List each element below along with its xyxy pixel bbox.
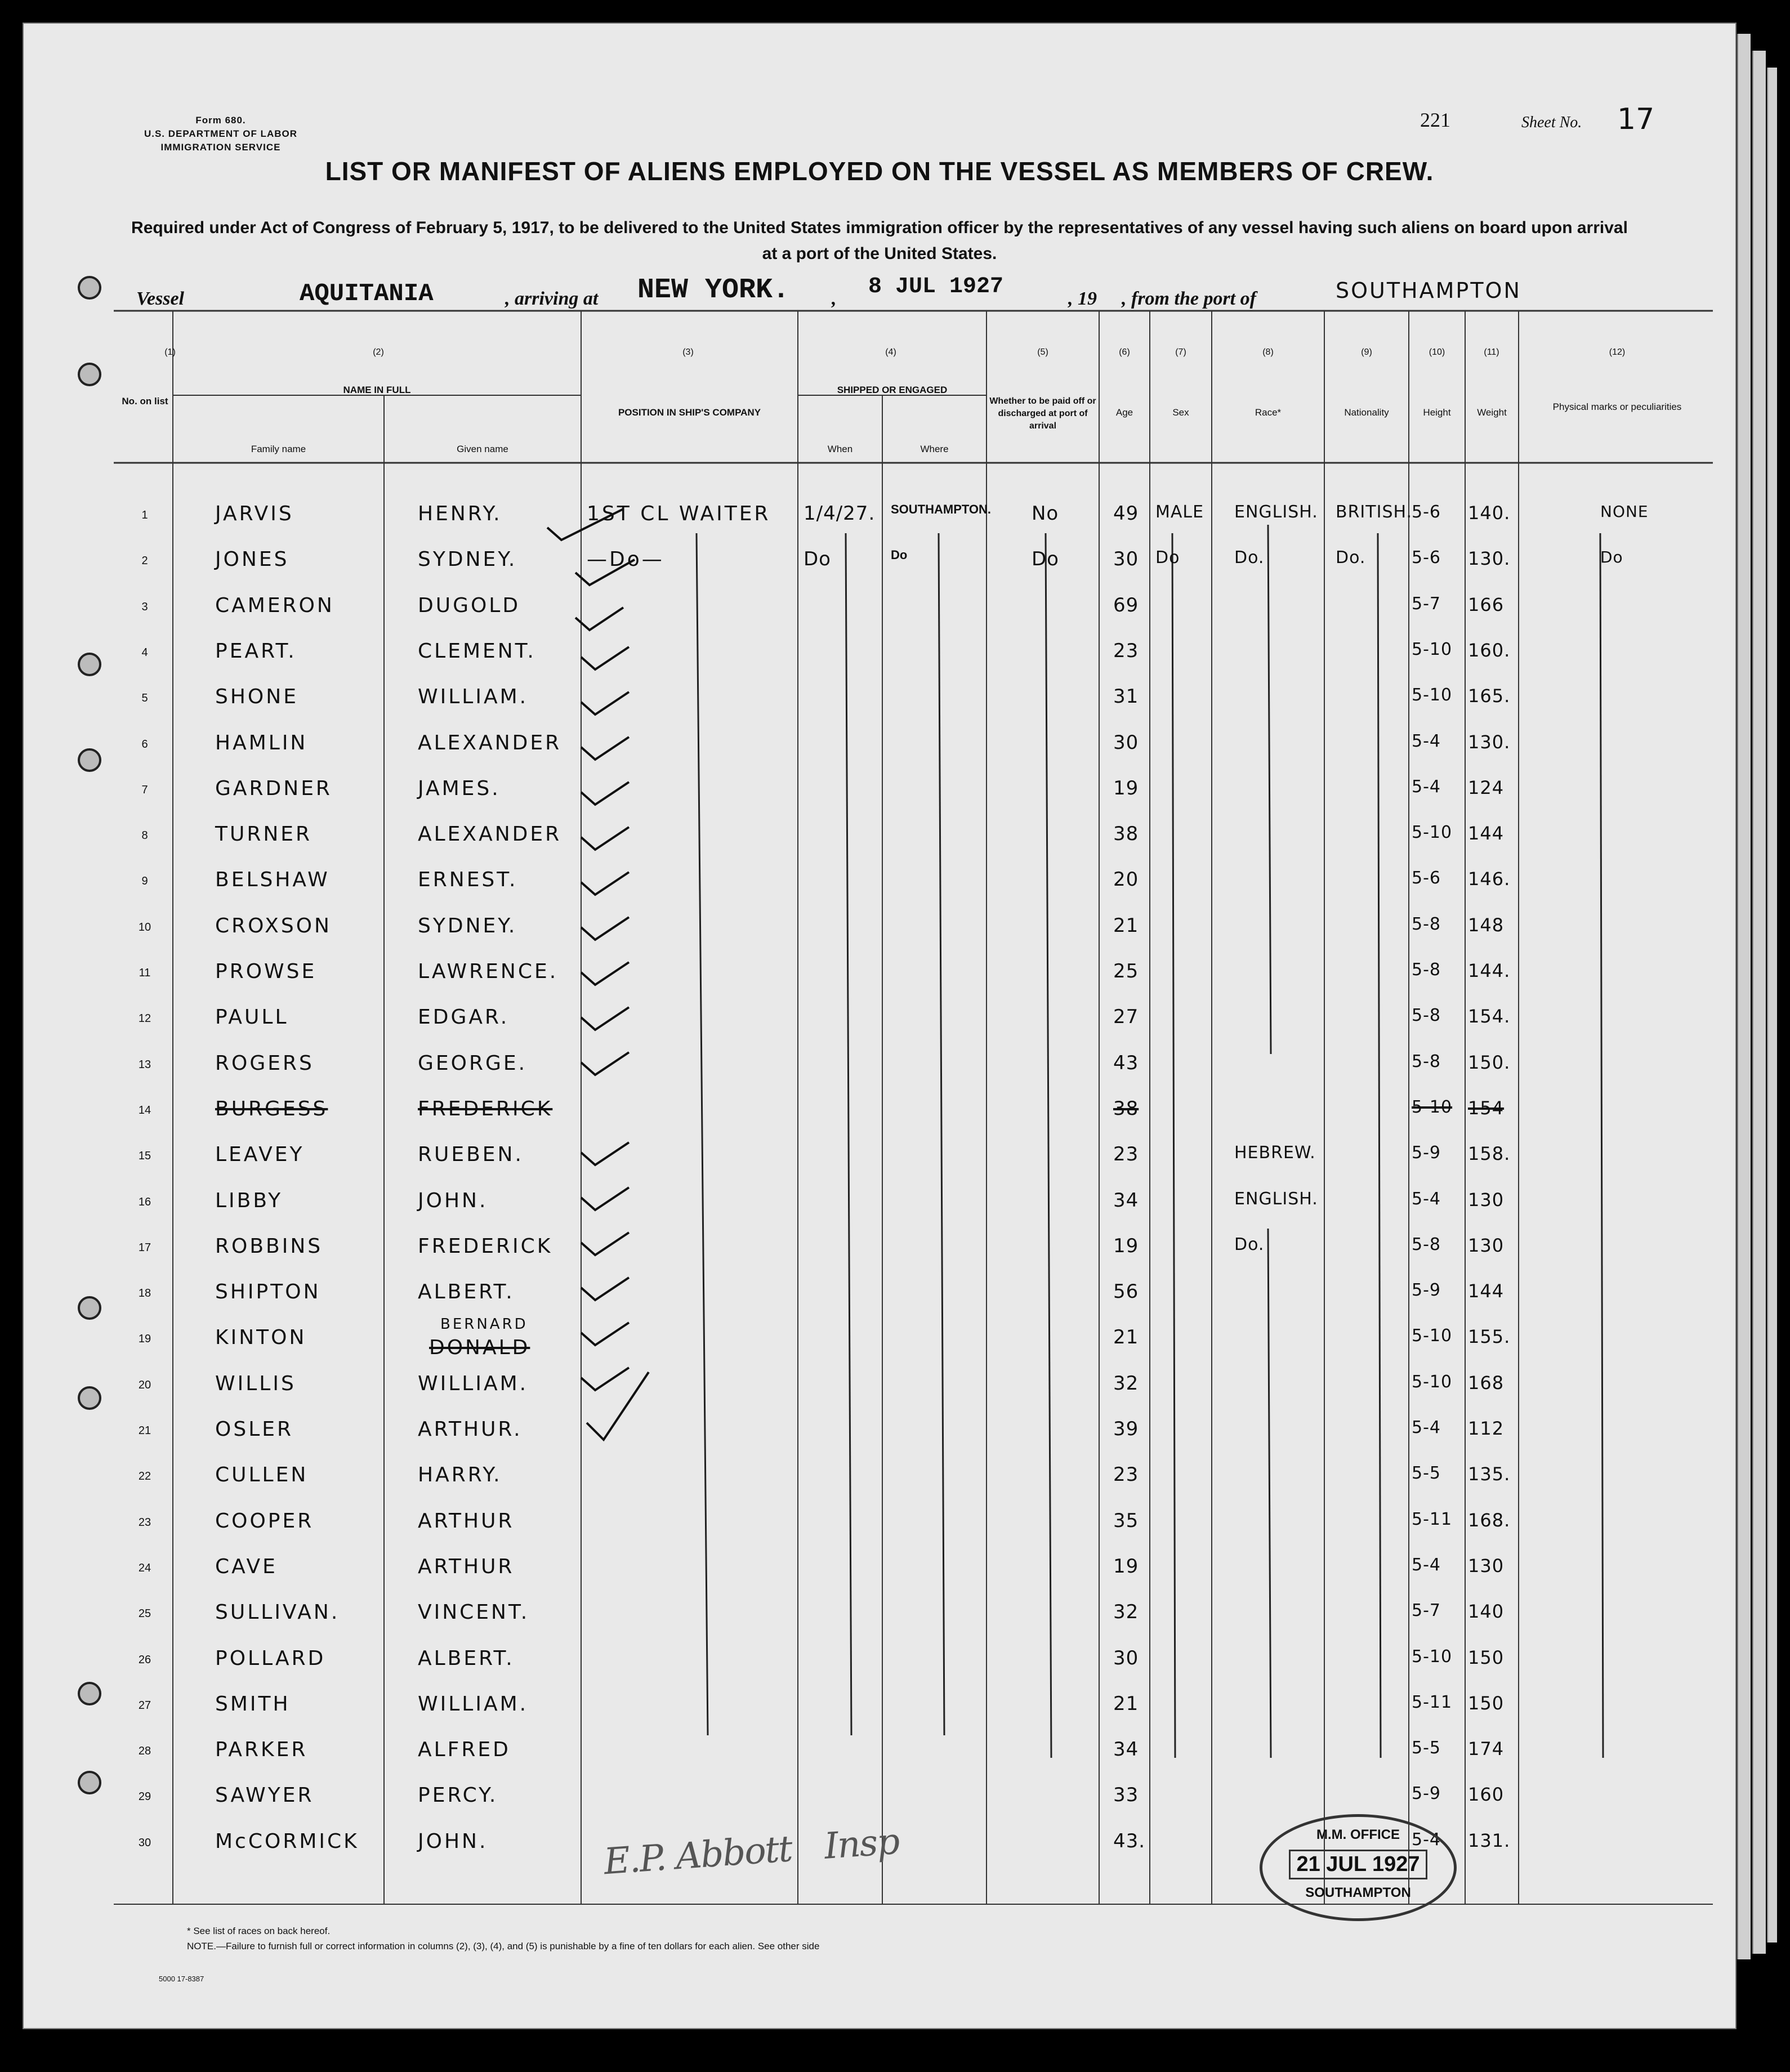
cell-weight: 130 (1468, 1555, 1505, 1577)
cell-age: 31 (1113, 685, 1139, 708)
cell-age: 34 (1113, 1738, 1139, 1761)
arriving-label: , arriving at (505, 288, 599, 309)
row-number: 8 (141, 829, 148, 842)
cell-age: 30 (1113, 1646, 1139, 1669)
sheet-label: Sheet No. (1521, 114, 1582, 131)
header-name-in-full: NAME IN FULL (343, 385, 411, 395)
cell-family: CAVE (215, 1555, 278, 1578)
stamp-bottom: SOUTHAMPTON (1305, 1885, 1411, 1900)
cell-weight: 148 (1468, 914, 1505, 936)
cell-weight: 154. (1468, 1006, 1511, 1028)
cell-age: 33 (1113, 1784, 1139, 1807)
cell-age: 69 (1113, 593, 1139, 617)
footer-print-code: 5000 17-8387 (159, 1975, 204, 1983)
cell-where: Do (891, 548, 908, 562)
cell-weight: 174 (1468, 1738, 1505, 1760)
cell-marks: NONE (1600, 502, 1649, 521)
cell-sex: MALE (1155, 502, 1204, 522)
cell-family: LIBBY (215, 1189, 283, 1212)
header-weight: Weight (1477, 407, 1507, 418)
cell-age: 38 (1113, 823, 1139, 846)
footer-note-races: * See list of races on back hereof. (187, 1926, 331, 1936)
cell-height: 5-4 (1412, 1189, 1441, 1209)
row-number: 29 (138, 1790, 151, 1803)
header-sex: Sex (1172, 407, 1189, 418)
cell-given: VINCENT. (418, 1601, 530, 1624)
cell-age: 19 (1113, 1555, 1139, 1578)
cell-given: JAMES. (418, 776, 501, 800)
cell-height: 5-8 (1412, 1051, 1441, 1071)
cell-weight: 146. (1468, 868, 1511, 890)
cell-height: 5-8 (1412, 1006, 1441, 1026)
page-edge (1737, 34, 1751, 1959)
header-age: Age (1115, 407, 1133, 418)
header-when: When (827, 444, 853, 454)
row-number: 30 (138, 1836, 151, 1849)
cell-paid: Do (1032, 548, 1059, 571)
cell-age: 19 (1113, 1234, 1139, 1257)
col-num-8: (8) (1262, 347, 1274, 357)
cell-family: OSLER (215, 1418, 294, 1441)
cell-height: 5-9 (1412, 1784, 1441, 1804)
cell-race: ENGLISH. (1234, 1189, 1318, 1209)
cell-height: 5-5 (1412, 1738, 1441, 1758)
row-number: 24 (138, 1561, 151, 1574)
cell-given: DUGOLD (418, 593, 521, 617)
cell-given: SYDNEY. (418, 548, 517, 571)
cell-height: 5-6 (1412, 548, 1441, 568)
cell-family: CAMERON (215, 593, 334, 617)
signature-suffix: Insp (823, 1820, 900, 1868)
cell-age: 19 (1113, 776, 1139, 800)
cell-height: 5-8 (1412, 960, 1441, 980)
cell-age: 23 (1113, 1463, 1139, 1486)
cell-weight: 158. (1468, 1143, 1511, 1165)
form-number: Form 680. (195, 115, 246, 126)
cell-given: FREDERICK (418, 1097, 553, 1120)
cell-where: SOUTHAMPTON. (891, 502, 992, 516)
cell-weight: 160 (1468, 1784, 1505, 1806)
header-family-name: Family name (251, 444, 306, 454)
cell-height: 5-10 (1412, 1646, 1453, 1667)
cell-height: 5-10 (1412, 1372, 1453, 1392)
from-label: , from the port of (1122, 288, 1256, 309)
row-number: 12 (138, 1012, 151, 1025)
row-number: 6 (141, 738, 148, 751)
cell-height: 5-6 (1412, 868, 1441, 888)
row-number: 19 (138, 1333, 151, 1346)
row-number: 28 (138, 1745, 151, 1758)
cell-weight: 166 (1468, 593, 1505, 615)
cell-weight: 150 (1468, 1646, 1505, 1668)
col-num-4: (4) (885, 347, 896, 357)
cell-nationality: Do. (1336, 548, 1366, 568)
cell-age: 30 (1113, 548, 1139, 571)
cell-weight: 165. (1468, 685, 1511, 707)
cell-age: 23 (1113, 1143, 1139, 1166)
cell-age: 39 (1113, 1418, 1139, 1440)
cell-given: WILLIAM. (418, 685, 529, 709)
cell-height: 5-4 (1412, 1829, 1441, 1850)
cell-given: HARRY. (418, 1463, 502, 1487)
col-num-3: (3) (682, 347, 694, 357)
cell-age: 43 (1113, 1051, 1139, 1074)
cell-height: 5-7 (1412, 593, 1441, 614)
cell-given: ARTHUR. (418, 1418, 523, 1441)
from-port: SOUTHAMPTON (1336, 278, 1521, 303)
row-number: 21 (138, 1424, 151, 1437)
cell-weight: 150. (1468, 1051, 1511, 1073)
row-number: 23 (138, 1516, 151, 1529)
col-num-6: (6) (1119, 347, 1130, 357)
cell-given-struck: DONALD (429, 1336, 530, 1360)
row-number: 20 (138, 1378, 151, 1391)
row-number: 13 (138, 1058, 151, 1071)
cell-family: POLLARD (215, 1646, 326, 1670)
cell-weight: 112 (1468, 1418, 1505, 1439)
cell-race: Do. (1234, 1234, 1265, 1254)
cell-height: 5-8 (1412, 1234, 1441, 1254)
stamp-top: M.M. OFFICE (1316, 1827, 1400, 1842)
cell-given: ALBERT. (418, 1280, 515, 1304)
row-number: 3 (141, 600, 148, 613)
cell-given: ALBERT. (418, 1646, 515, 1670)
page-edge (1767, 68, 1777, 1942)
cell-family: BURGESS (215, 1097, 328, 1120)
cell-weight: 144 (1468, 1280, 1505, 1302)
comma: , (832, 288, 837, 309)
cell-age: 25 (1113, 960, 1139, 983)
cell-family: PARKER (215, 1738, 308, 1762)
cell-age: 32 (1113, 1372, 1139, 1395)
cell-given: BERNARD (440, 1316, 528, 1333)
document-subtitle: Required under Act of Congress of February 5, 1917, to be delivered to the United States immigration officer by the representatives of any vessel having such aliens on board upon arrival at a port of the United States. (131, 218, 1628, 263)
document-title: LIST OR MANIFEST OF ALIENS EMPLOYED ON THE VESSEL AS MEMBERS OF CREW. (325, 157, 1434, 186)
service: IMMIGRATION SERVICE (160, 142, 281, 153)
cell-position: —Do— (587, 548, 664, 571)
header-no-on-list: No. on list (122, 396, 168, 407)
cell-given: FREDERICK (418, 1234, 553, 1258)
cell-weight: 155. (1468, 1326, 1511, 1348)
office-stamp (1260, 1814, 1457, 1921)
stamp-date: 21 JUL 1927 (1289, 1850, 1427, 1879)
page-edge (1752, 51, 1766, 1954)
cell-weight: 160. (1468, 639, 1511, 661)
cell-weight: 135. (1468, 1463, 1511, 1485)
cell-given: HENRY. (418, 502, 502, 525)
cell-height: 5-10 (1412, 823, 1453, 843)
header-race: Race* (1255, 407, 1282, 418)
cell-given: LAWRENCE. (418, 960, 559, 983)
col-num-7: (7) (1175, 347, 1186, 357)
cell-given: ARTHUR (418, 1509, 515, 1533)
row-number: 14 (138, 1104, 151, 1117)
arrival-date: 8 JUL 1927 (868, 274, 1004, 300)
cell-given: JOHN. (418, 1189, 488, 1212)
header-position: POSITION IN SHIP'S COMPANY (618, 407, 761, 418)
cell-given: CLEMENT. (418, 639, 536, 663)
cell-given: WILLIAM. (418, 1372, 529, 1395)
cell-marks: Do (1600, 548, 1623, 567)
footer-note-fine: NOTE.—Failure to furnish full or correct information in columns (2), (3), (4), and (5) is punishable by a fine of ten dollars for each alien. See other side (187, 1941, 820, 1952)
cell-family: CROXSON (215, 914, 332, 937)
cell-given: ALFRED (418, 1738, 511, 1762)
cell-age: 21 (1113, 1692, 1139, 1715)
cell-weight: 168 (1468, 1372, 1505, 1394)
cell-height: 5-10 (1412, 639, 1453, 659)
cell-family: ROGERS (215, 1051, 314, 1075)
cell-weight: 144 (1468, 823, 1505, 845)
cell-height: 5-4 (1412, 776, 1441, 797)
cell-family: SHONE (215, 685, 298, 709)
manifest-sheet (23, 23, 1737, 2029)
sheet-number: 17 (1617, 102, 1655, 136)
row-number: 10 (138, 921, 151, 934)
cell-weight: 150 (1468, 1692, 1505, 1714)
cell-sex: Do (1155, 548, 1180, 568)
header-marks: Physical marks or peculiarities (1552, 401, 1682, 412)
cell-given: JOHN. (418, 1829, 488, 1853)
cell-family: PAULL (215, 1006, 289, 1029)
year-label: , 19 (1068, 288, 1097, 309)
cell-family: JARVIS (215, 502, 294, 525)
cell-family: WILLIS (215, 1372, 296, 1395)
cell-weight: 140. (1468, 502, 1511, 524)
col-num-1: (1) (164, 347, 176, 357)
row-number: 1 (141, 509, 148, 521)
col-num-11: (11) (1484, 347, 1499, 357)
cell-height: 5-11 (1412, 1509, 1453, 1529)
cell-given: PERCY. (418, 1784, 498, 1807)
cell-age: 43. (1113, 1829, 1146, 1852)
cell-weight: 154 (1468, 1097, 1505, 1119)
check-marks (547, 509, 649, 1440)
cell-height: 5-4 (1412, 1555, 1441, 1575)
cell-family: ROBBINS (215, 1234, 323, 1258)
cell-family: BELSHAW (215, 868, 330, 892)
cell-given: SYDNEY. (418, 914, 517, 937)
cell-weight: 130 (1468, 1234, 1505, 1256)
header-shipped: SHIPPED OR ENGAGED (837, 385, 948, 395)
cell-age: 35 (1113, 1509, 1139, 1532)
row-number: 25 (138, 1607, 151, 1620)
col-num-9: (9) (1361, 347, 1372, 357)
cell-weight: 130. (1468, 731, 1511, 753)
cell-family: SMITH (215, 1692, 291, 1716)
cell-given: RUEBEN. (418, 1143, 524, 1167)
cell-height: 5-10 (1412, 1097, 1453, 1117)
arriving-port: NEW YORK. (637, 274, 790, 306)
row-number: 2 (141, 555, 148, 568)
page-number: 221 (1420, 109, 1450, 131)
cell-family: PEART. (215, 639, 297, 663)
cell-family: LEAVEY (215, 1143, 305, 1167)
row-number: 7 (141, 783, 148, 796)
department: U.S. DEPARTMENT OF LABOR (144, 128, 298, 139)
cell-given: EDGAR. (418, 1006, 510, 1029)
row-number: 18 (138, 1287, 151, 1300)
cell-weight: 168. (1468, 1509, 1511, 1531)
cell-height: 5-4 (1412, 1418, 1441, 1437)
cell-when: 1/4/27. (804, 502, 876, 525)
cell-height: 5-5 (1412, 1463, 1441, 1484)
cell-height: 5-11 (1412, 1692, 1453, 1712)
cell-age: 56 (1113, 1280, 1139, 1303)
cell-given: WILLIAM. (418, 1692, 529, 1716)
cell-height: 5-4 (1412, 731, 1441, 751)
row-number: 16 (138, 1195, 151, 1208)
col-num-10: (10) (1429, 347, 1445, 357)
cell-height: 5-6 (1412, 502, 1441, 522)
cell-family: McCORMICK (215, 1829, 359, 1853)
cell-age: 27 (1113, 1006, 1139, 1029)
cell-family: PROWSE (215, 960, 317, 983)
cell-age: 21 (1113, 1326, 1139, 1349)
row-number: 4 (141, 646, 148, 659)
cell-age: 30 (1113, 731, 1139, 754)
cell-height: 5-9 (1412, 1143, 1441, 1163)
cell-family: TURNER (215, 823, 313, 846)
cell-weight: 130. (1468, 548, 1511, 570)
cell-family: SHIPTON (215, 1280, 321, 1304)
row-number: 9 (141, 875, 148, 888)
cell-age: 49 (1113, 502, 1139, 525)
cell-height: 5-10 (1412, 685, 1453, 705)
row-number: 5 (141, 692, 148, 705)
cell-given: ALEXANDER (418, 823, 562, 846)
row-number: 22 (138, 1470, 151, 1483)
cell-nationality: BRITISH. (1336, 502, 1413, 522)
cell-weight: 140 (1468, 1601, 1505, 1623)
cell-height: 5-8 (1412, 914, 1441, 934)
cell-height: 5-9 (1412, 1280, 1441, 1301)
cell-race: ENGLISH. (1234, 502, 1318, 522)
signature-name: E.P. Abbott (602, 1828, 793, 1883)
cell-age: 38 (1113, 1097, 1139, 1120)
header-height: Height (1423, 407, 1451, 418)
cell-position: 1ST CL WAITER (587, 502, 771, 525)
cell-weight: 130 (1468, 1189, 1505, 1211)
cell-family: JONES (215, 548, 289, 571)
header-paid-off: Whether to be paid off or discharged at port of arrival (989, 396, 1096, 431)
col-num-2: (2) (373, 347, 384, 357)
header-given-name: Given name (457, 444, 508, 454)
row-number: 17 (138, 1241, 151, 1254)
cell-family: SULLIVAN. (215, 1601, 340, 1624)
cell-paid: No (1032, 502, 1059, 525)
cell-given: ARTHUR (418, 1555, 515, 1578)
row-number: 11 (139, 967, 151, 979)
cell-age: 34 (1113, 1189, 1139, 1212)
cell-race: Do. (1234, 548, 1265, 568)
header-nationality: Nationality (1344, 407, 1389, 418)
cell-age: 20 (1113, 868, 1139, 891)
cell-age: 21 (1113, 914, 1139, 937)
cell-race: HEBREW. (1234, 1143, 1316, 1163)
col-num-5: (5) (1037, 347, 1048, 357)
cell-height: 5-10 (1412, 1326, 1453, 1346)
cell-weight: 131. (1468, 1829, 1511, 1851)
cell-age: 32 (1113, 1601, 1139, 1624)
cell-when: Do (804, 548, 831, 571)
cell-age: 23 (1113, 639, 1139, 662)
cell-family: COOPER (215, 1509, 314, 1533)
cell-height: 5-7 (1412, 1601, 1441, 1621)
cell-weight: 144. (1468, 960, 1511, 981)
cell-family: GARDNER (215, 776, 332, 800)
vessel-name: AQUITANIA (300, 280, 434, 308)
cell-family: SAWYER (215, 1784, 314, 1807)
row-number: 15 (138, 1150, 151, 1163)
vessel-label: Vessel (136, 288, 184, 309)
cell-given: ALEXANDER (418, 731, 562, 754)
cell-family: CULLEN (215, 1463, 309, 1487)
row-number: 26 (138, 1653, 151, 1666)
cell-family: KINTON (215, 1326, 307, 1350)
cell-family: HAMLIN (215, 731, 308, 754)
cell-weight: 124 (1468, 776, 1505, 798)
row-number: 27 (138, 1699, 151, 1712)
cell-given: ERNEST. (418, 868, 518, 892)
header-where: Where (920, 444, 949, 454)
col-num-12: (12) (1609, 347, 1626, 357)
cell-given: GEORGE. (418, 1051, 528, 1075)
